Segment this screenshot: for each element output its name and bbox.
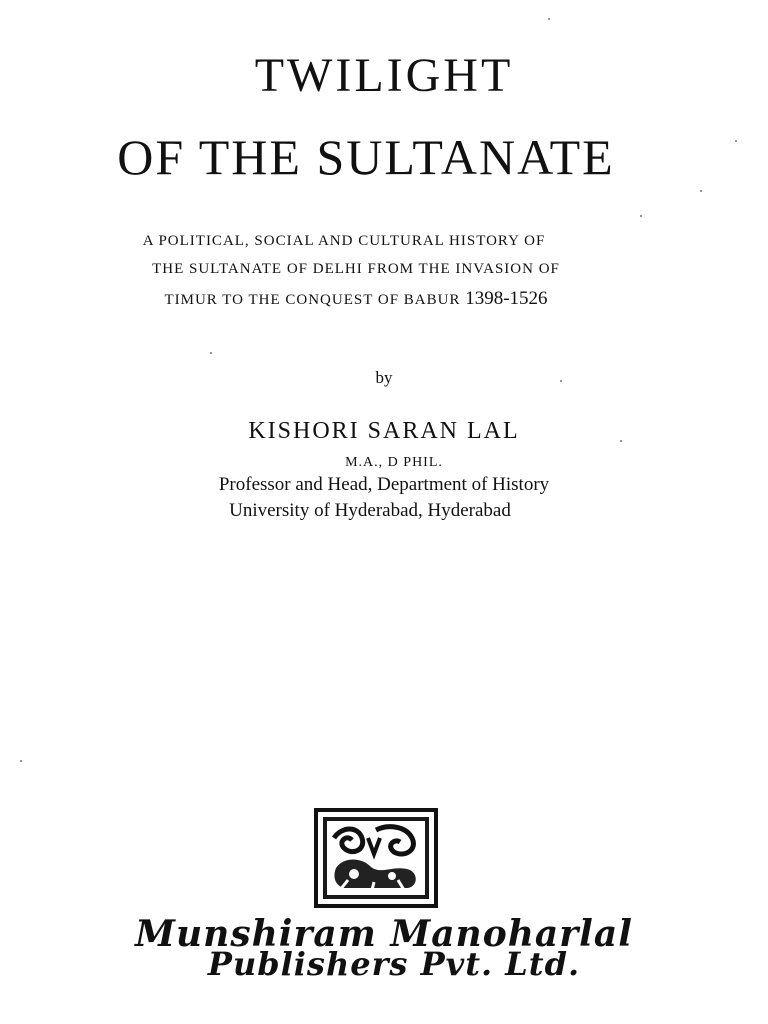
scan-speck: [735, 140, 737, 142]
author-institution: University of Hyderabad, Hyderabad: [229, 500, 511, 521]
author-position: Professor and Head, Department of History: [218, 474, 550, 495]
scan-speck: [210, 352, 212, 354]
title-line-1: TWILIGHT: [254, 49, 514, 102]
subtitle-line-1: A POLITICAL, SOCIAL AND CULTURAL HISTORY OF: [142, 233, 546, 249]
scan-speck: [20, 760, 22, 762]
byline: by: [375, 368, 393, 387]
subtitle-line-2: THE SULTANATE OF DELHI FROM THE INVASION OF: [152, 261, 560, 277]
ornamental-publisher-emblem-icon: [314, 808, 438, 908]
subtitle-years: 1398-1526: [465, 288, 548, 309]
scan-speck: [640, 215, 642, 217]
scan-speck: [700, 190, 702, 192]
title-line-2: OF THE SULTANATE: [117, 129, 615, 185]
author-degrees: M.A., D PHIL.: [345, 455, 443, 470]
scan-speck: [548, 18, 550, 20]
author-name: KISHORI SARAN LAL: [248, 418, 520, 444]
scan-speck: [620, 440, 622, 442]
publisher-company: Publishers Pvt. Ltd.: [207, 945, 581, 983]
subtitle-line-3-text: TIMUR TO THE CONQUEST OF BABUR: [164, 292, 461, 308]
scan-speck: [560, 380, 562, 382]
subtitle-line-3: [0, 289, 740, 308]
publisher-name: Munshiram Manoharlal: [135, 913, 633, 955]
